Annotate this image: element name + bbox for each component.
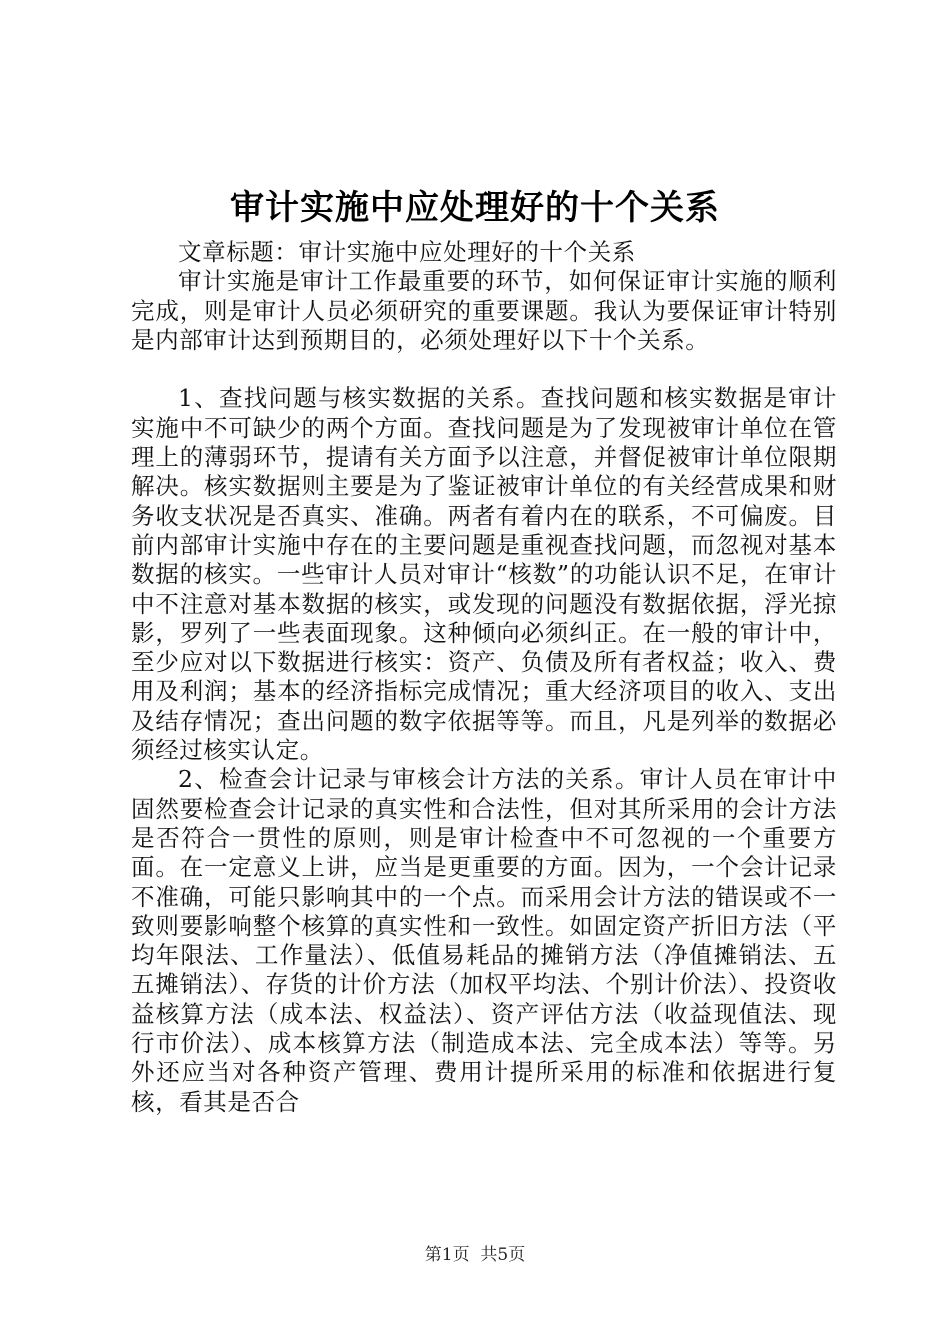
paragraph-section-2: 2、检查会计记录与审核会计方法的关系。审计人员在审计中固然要检查会计记录的真实性和合法性，但对其所采用的会计方法是否符合一贯性的原则，则是审计检查中不可忽视的一个重要方面。在一定意义上讲，应当是更重要的方面。因为，一个会计记录不准确，可能只影响其中的一个点。而采用会计方法的错误或不一致则要影响整个核算的真实性和一致性。如固定资产折旧方法（平均年限法、工作量法）、低值易耗品的摊销方法（净值摊销法、五五摊销法）、存货的计价方法（加权平均法、个别计价法）、投资收益核算方法（成本法、权益法）、资产评估方法（收益现值法、现行市价法）、成本核算方法（制造成本法、完全成本法）等等。另外还应当对各种资产管理、费用计提所采用的标准和依据进行复核，看其是否合 [131, 765, 837, 1116]
page-title: 审计实施中应处理好的十个关系 [230, 188, 720, 228]
page-footer [0, 1244, 950, 1266]
document-body [131, 238, 837, 1117]
paragraph-intro: 审计实施是审计工作最重要的环节，如何保证审计实施的顺利完成，则是审计人员必须研究的重要课题。我认为要保证审计特别是内部审计达到预期目的，必须处理好以下十个关系。 [131, 267, 837, 354]
page-number: 第1页 共5页 [424, 1245, 526, 1265]
paragraph-section-1: 1、查找问题与核实数据的关系。查找问题和核实数据是审计实施中不可缺少的两个方面。查找问题是为了发现被审计单位在管理上的薄弱环节，提请有关方面予以注意，并督促被审计单位限期解决。核实数据则主要是为了鉴证被审计单位的有关经营成果和财务收支状况是否真实、准确。两者有着内在的联系，不可偏废。目前内部审计实施中存在的主要问题是重视查找问题，而忽视对基本数据的核实。一些审计人员对审计“核数”的功能认识不足，在审计中不注意对基本数据的核实，或发现的问题没有数据依据，浮光掠影，罗列了一些表面现象。这种倾向必须纠正。在一般的审计中，至少应对以下数据进行核实：资产、负债及所有者权益；收入、费用及利润；基本的经济指标完成情况；重大经济项目的收入、支出及结存情况；查出问题的数字依据等等。而且，凡是列举的数据必须经过核实认定。 [131, 384, 837, 765]
article-title-line: 文章标题：审计实施中应处理好的十个关系 [178, 238, 636, 266]
